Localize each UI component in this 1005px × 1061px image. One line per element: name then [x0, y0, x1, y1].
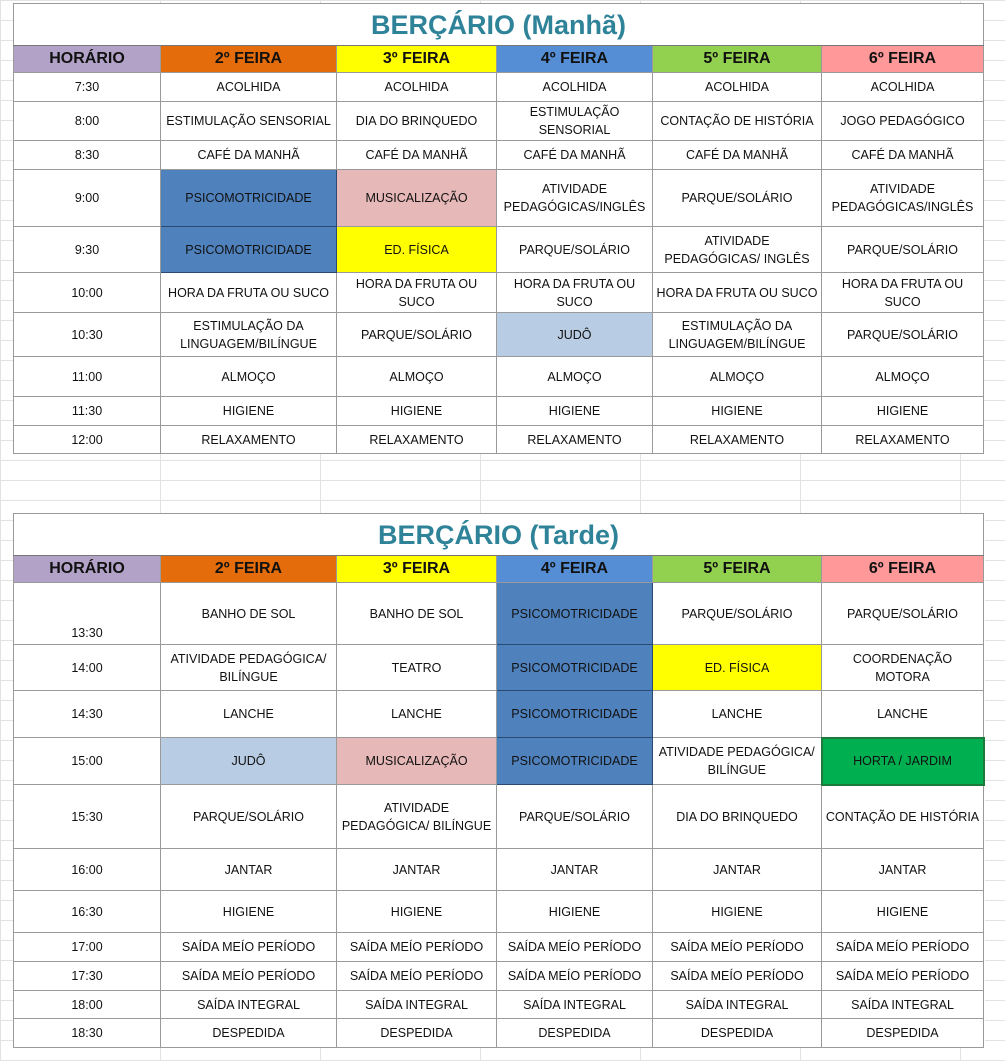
activity-cell[interactable]: PARQUE/SOLÁRIO	[653, 170, 822, 227]
activity-cell[interactable]: ESTIMULAÇÃO SENSORIAL	[161, 102, 337, 141]
activity-cell[interactable]: HIGIENE	[497, 891, 653, 933]
time-cell[interactable]: 13:30	[14, 583, 161, 645]
activity-cell[interactable]: HIGIENE	[653, 397, 822, 426]
activity-cell[interactable]: SAÍDA MEÍO PERÍODO	[497, 933, 653, 962]
table-row	[14, 991, 984, 1019]
activity-cell[interactable]: MUSICALIZAÇÃO	[337, 738, 497, 785]
page-title-afternoon[interactable]: BERÇÁRIO (Tarde)	[14, 514, 984, 556]
activity-cell[interactable]: CAFÉ DA MANHÃ	[653, 141, 822, 170]
table-row	[14, 397, 984, 426]
activity-cell[interactable]: ESTIMULAÇÃO DA LINGUAGEM/BILÍNGUE	[161, 313, 337, 357]
activity-cell[interactable]: PSICOMOTRICIDADE	[497, 645, 653, 691]
table-row	[14, 645, 984, 691]
activity-cell[interactable]: CONTAÇÃO DE HISTÓRIA	[653, 102, 822, 141]
table-row	[14, 170, 984, 227]
activity-cell[interactable]: PARQUE/SOLÁRIO	[822, 227, 984, 273]
header-quinta[interactable]: 5º FEIRA	[653, 46, 822, 73]
header-segunda[interactable]: 2º FEIRA	[161, 556, 337, 583]
time-cell[interactable]: 8:00	[14, 102, 161, 141]
activity-cell[interactable]: SAÍDA MEÍO PERÍODO	[653, 962, 822, 991]
time-cell[interactable]: 18:30	[14, 1019, 161, 1048]
activity-cell[interactable]: ACOLHIDA	[337, 73, 497, 102]
activity-cell[interactable]: DIA DO BRINQUEDO	[337, 102, 497, 141]
activity-cell[interactable]: DESPEDIDA	[497, 1019, 653, 1048]
table-row	[14, 962, 984, 991]
activity-cell[interactable]: BANHO DE SOL	[161, 583, 337, 645]
activity-cell[interactable]: JOGO PEDAGÓGICO	[822, 102, 984, 141]
activity-cell[interactable]: SAÍDA INTEGRAL	[161, 991, 337, 1019]
table-row	[14, 227, 984, 273]
afternoon-schedule	[13, 513, 983, 1048]
activity-cell[interactable]: SAÍDA MEÍO PERÍODO	[497, 962, 653, 991]
header-sexta[interactable]: 6º FEIRA	[822, 556, 984, 583]
time-cell[interactable]: 16:00	[14, 849, 161, 891]
table-row	[14, 583, 984, 645]
activity-cell[interactable]: ATIVIDADE PEDAGÓGICAS/ INGLÊS	[653, 227, 822, 273]
activity-cell[interactable]: PARQUE/SOLÁRIO	[497, 227, 653, 273]
activity-cell[interactable]: ATIVIDADE PEDAGÓGICAS/INGLÊS	[497, 170, 653, 227]
table-row	[14, 273, 984, 313]
page-title-morning[interactable]: BERÇÁRIO (Manhã)	[14, 4, 984, 46]
table-row	[14, 141, 984, 170]
activity-cell[interactable]: PSICOMOTRICIDADE	[497, 738, 653, 785]
time-cell[interactable]: 9:00	[14, 170, 161, 227]
activity-cell[interactable]: PSICOMOTRICIDADE	[161, 170, 337, 227]
activity-cell[interactable]: SAÍDA MEÍO PERÍODO	[161, 933, 337, 962]
activity-cell[interactable]: TEATRO	[337, 645, 497, 691]
activity-cell[interactable]: HORTA / JARDIM	[822, 738, 984, 785]
table-row	[14, 891, 984, 933]
activity-cell[interactable]: HORA DA FRUTA OU SUCO	[653, 273, 822, 313]
activity-cell[interactable]: HIGIENE	[497, 397, 653, 426]
activity-cell[interactable]: RELAXAMENTO	[653, 426, 822, 454]
activity-cell[interactable]: LANCHE	[161, 691, 337, 738]
table-row	[14, 102, 984, 141]
time-cell[interactable]: 7:30	[14, 73, 161, 102]
activity-cell[interactable]: LANCHE	[337, 691, 497, 738]
activity-cell[interactable]: DESPEDIDA	[822, 1019, 984, 1048]
morning-schedule	[13, 3, 983, 454]
activity-cell[interactable]: HORA DA FRUTA OU SUCO	[497, 273, 653, 313]
time-cell[interactable]: 17:30	[14, 962, 161, 991]
activity-cell[interactable]: SAÍDA MEÍO PERÍODO	[337, 962, 497, 991]
table-row	[14, 691, 984, 738]
activity-cell[interactable]: PARQUE/SOLÁRIO	[653, 583, 822, 645]
activity-cell[interactable]: JANTAR	[337, 849, 497, 891]
activity-cell[interactable]: PSICOMOTRICIDADE	[161, 227, 337, 273]
activity-cell[interactable]: RELAXAMENTO	[497, 426, 653, 454]
header-horario[interactable]: HORÁRIO	[14, 556, 161, 583]
activity-cell[interactable]: HIGIENE	[337, 891, 497, 933]
table-row	[14, 738, 984, 785]
activity-cell[interactable]: ALMOÇO	[337, 357, 497, 397]
time-cell[interactable]: 9:30	[14, 227, 161, 273]
activity-cell[interactable]: ALMOÇO	[497, 357, 653, 397]
time-cell[interactable]: 18:00	[14, 991, 161, 1019]
table-row	[14, 849, 984, 891]
activity-cell[interactable]: ALMOÇO	[822, 357, 984, 397]
activity-cell[interactable]: HIGIENE	[161, 397, 337, 426]
activity-cell[interactable]: ATIVIDADE PEDAGÓGICA/ BILÍNGUE	[337, 785, 497, 849]
activity-cell[interactable]: HORA DA FRUTA OU SUCO	[161, 273, 337, 313]
activity-cell[interactable]: RELAXAMENTO	[161, 426, 337, 454]
activity-cell[interactable]: ALMOÇO	[653, 357, 822, 397]
activity-cell[interactable]: CONTAÇÃO DE HISTÓRIA	[822, 785, 984, 849]
table-row	[14, 933, 984, 962]
activity-cell[interactable]: PARQUE/SOLÁRIO	[822, 313, 984, 357]
activity-cell[interactable]: HIGIENE	[653, 891, 822, 933]
activity-cell[interactable]: ACOLHIDA	[161, 73, 337, 102]
time-cell[interactable]: 14:30	[14, 691, 161, 738]
activity-cell[interactable]: SAÍDA INTEGRAL	[337, 991, 497, 1019]
time-cell[interactable]: 10:30	[14, 313, 161, 357]
header-quinta[interactable]: 5º FEIRA	[653, 556, 822, 583]
activity-cell[interactable]: CAFÉ DA MANHÃ	[497, 141, 653, 170]
activity-cell[interactable]: DIA DO BRINQUEDO	[653, 785, 822, 849]
activity-cell[interactable]: MUSICALIZAÇÃO	[337, 170, 497, 227]
time-cell[interactable]: 8:30	[14, 141, 161, 170]
activity-cell[interactable]: PSICOMOTRICIDADE	[497, 691, 653, 738]
activity-cell[interactable]: ACOLHIDA	[497, 73, 653, 102]
activity-cell[interactable]: DESPEDIDA	[653, 1019, 822, 1048]
activity-cell[interactable]: JUDÔ	[161, 738, 337, 785]
activity-cell[interactable]: ESTIMULAÇÃO SENSORIAL	[497, 102, 653, 141]
time-cell[interactable]: 12:00	[14, 426, 161, 454]
table-row	[14, 357, 984, 397]
activity-cell[interactable]: LANCHE	[822, 691, 984, 738]
activity-cell[interactable]: ACOLHIDA	[822, 73, 984, 102]
activity-cell[interactable]: JANTAR	[822, 849, 984, 891]
activity-cell[interactable]: BANHO DE SOL	[337, 583, 497, 645]
morning-table	[13, 3, 984, 454]
activity-cell[interactable]: SAÍDA MEÍO PERÍODO	[822, 933, 984, 962]
header-sexta[interactable]: 6º FEIRA	[822, 46, 984, 73]
activity-cell[interactable]: PSICOMOTRICIDADE	[497, 583, 653, 645]
activity-cell[interactable]: ED. FÍSICA	[337, 227, 497, 273]
activity-cell[interactable]: SAÍDA MEÍO PERÍODO	[653, 933, 822, 962]
activity-cell[interactable]: JANTAR	[497, 849, 653, 891]
activity-cell[interactable]: PARQUE/SOLÁRIO	[497, 785, 653, 849]
header-horario[interactable]: HORÁRIO	[14, 46, 161, 73]
activity-cell[interactable]: SAÍDA MEÍO PERÍODO	[822, 962, 984, 991]
header-terca[interactable]: 3º FEIRA	[337, 46, 497, 73]
time-cell[interactable]: 11:30	[14, 397, 161, 426]
activity-cell[interactable]: RELAXAMENTO	[337, 426, 497, 454]
afternoon-table	[13, 513, 985, 1048]
activity-cell[interactable]: HORA DA FRUTA OU SUCO	[337, 273, 497, 313]
activity-cell[interactable]: ATIVIDADE PEDAGÓGICA/ BILÍNGUE	[653, 738, 822, 785]
activity-cell[interactable]: SAÍDA INTEGRAL	[497, 991, 653, 1019]
activity-cell[interactable]: DESPEDIDA	[337, 1019, 497, 1048]
table-row	[14, 1019, 984, 1048]
activity-cell[interactable]: JANTAR	[161, 849, 337, 891]
header-quarta[interactable]: 4º FEIRA	[497, 46, 653, 73]
table-row	[14, 785, 984, 849]
header-terca[interactable]: 3º FEIRA	[337, 556, 497, 583]
table-row	[14, 426, 984, 454]
time-cell[interactable]: 17:00	[14, 933, 161, 962]
header-quarta[interactable]: 4º FEIRA	[497, 556, 653, 583]
time-cell[interactable]: 11:00	[14, 357, 161, 397]
activity-cell[interactable]: CAFÉ DA MANHÃ	[822, 141, 984, 170]
table-row	[14, 313, 984, 357]
activity-cell[interactable]: ACOLHIDA	[653, 73, 822, 102]
activity-cell[interactable]: PARQUE/SOLÁRIO	[161, 785, 337, 849]
activity-cell[interactable]: JANTAR	[653, 849, 822, 891]
activity-cell[interactable]: ATIVIDADE PEDAGÓGICA/ BILÍNGUE	[161, 645, 337, 691]
time-cell[interactable]: 14:00	[14, 645, 161, 691]
activity-cell[interactable]: CAFÉ DA MANHÃ	[337, 141, 497, 170]
time-cell[interactable]: 10:00	[14, 273, 161, 313]
activity-cell[interactable]: ALMOÇO	[161, 357, 337, 397]
activity-cell[interactable]: HORA DA FRUTA OU SUCO	[822, 273, 984, 313]
activity-cell[interactable]: HIGIENE	[337, 397, 497, 426]
activity-cell[interactable]: SAÍDA MEÍO PERÍODO	[161, 962, 337, 991]
time-cell[interactable]: 15:00	[14, 738, 161, 785]
activity-cell[interactable]: HIGIENE	[822, 397, 984, 426]
activity-cell[interactable]: ED. FÍSICA	[653, 645, 822, 691]
activity-cell[interactable]: ATIVIDADE PEDAGÓGICAS/INGLÊS	[822, 170, 984, 227]
header-segunda[interactable]: 2º FEIRA	[161, 46, 337, 73]
activity-cell[interactable]: HIGIENE	[161, 891, 337, 933]
table-row	[14, 73, 984, 102]
activity-cell[interactable]: SAÍDA MEÍO PERÍODO	[337, 933, 497, 962]
activity-cell[interactable]: LANCHE	[653, 691, 822, 738]
time-cell[interactable]: 16:30	[14, 891, 161, 933]
activity-cell[interactable]: CAFÉ DA MANHÃ	[161, 141, 337, 170]
activity-cell[interactable]: JUDÔ	[497, 313, 653, 357]
activity-cell[interactable]: COORDENAÇÃO MOTORA	[822, 645, 984, 691]
activity-cell[interactable]: PARQUE/SOLÁRIO	[822, 583, 984, 645]
activity-cell[interactable]: RELAXAMENTO	[822, 426, 984, 454]
activity-cell[interactable]: ESTIMULAÇÃO DA LINGUAGEM/BILÍNGUE	[653, 313, 822, 357]
time-cell[interactable]: 15:30	[14, 785, 161, 849]
activity-cell[interactable]: DESPEDIDA	[161, 1019, 337, 1048]
activity-cell[interactable]: SAÍDA INTEGRAL	[822, 991, 984, 1019]
activity-cell[interactable]: SAÍDA INTEGRAL	[653, 991, 822, 1019]
activity-cell[interactable]: PARQUE/SOLÁRIO	[337, 313, 497, 357]
activity-cell[interactable]: HIGIENE	[822, 891, 984, 933]
